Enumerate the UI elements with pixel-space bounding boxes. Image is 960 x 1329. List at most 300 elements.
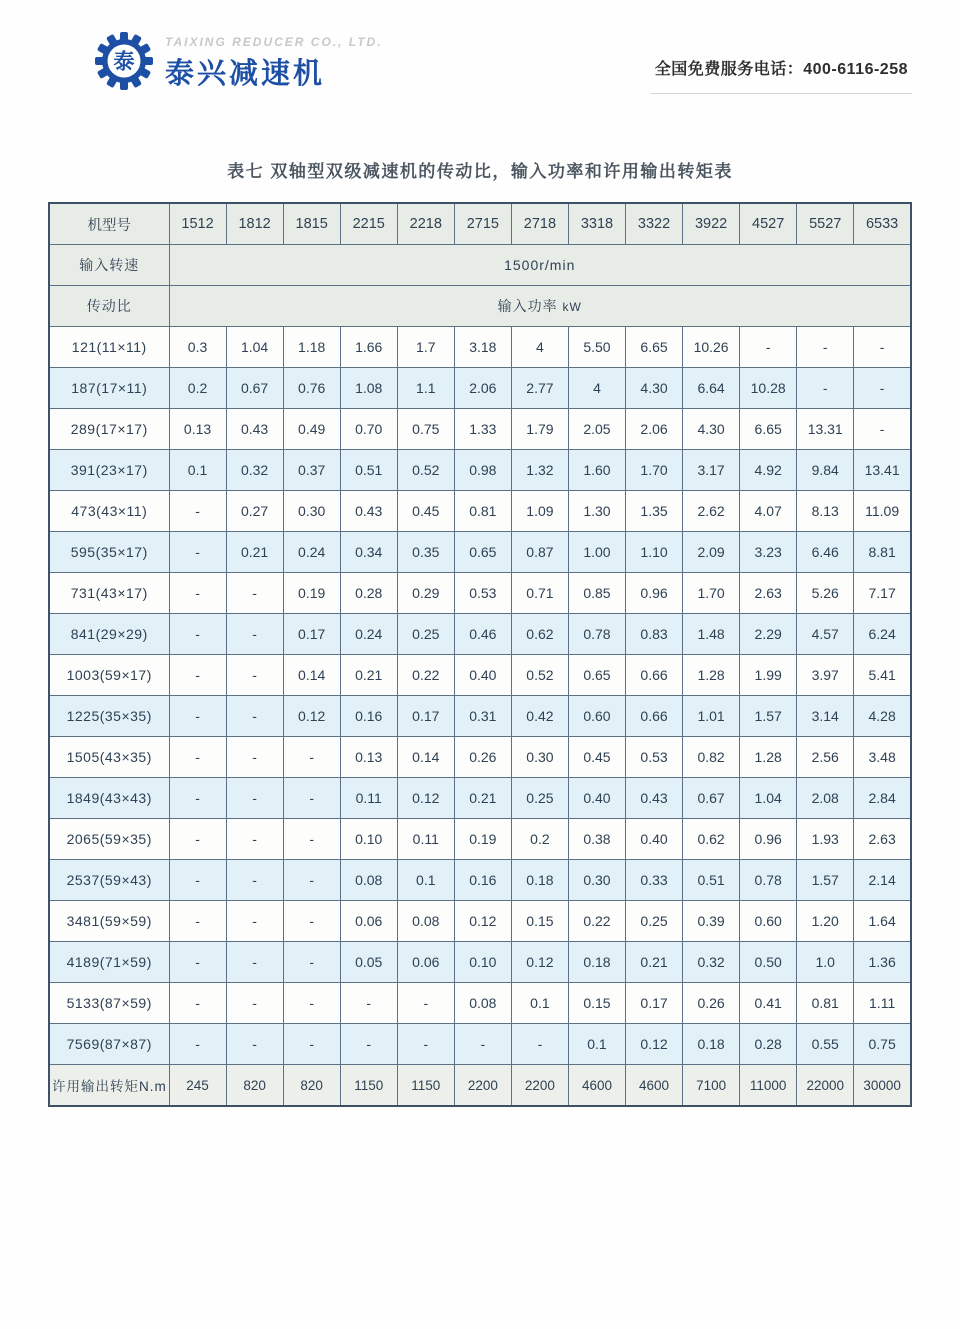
model-column-header: 3322: [626, 203, 683, 245]
power-value-cell: -: [283, 1024, 340, 1065]
power-value-cell: -: [283, 942, 340, 983]
power-value-cell: 0.32: [226, 450, 283, 491]
power-value-cell: 1.32: [511, 450, 568, 491]
power-value-cell: -: [511, 1024, 568, 1065]
power-value-cell: 0.83: [626, 614, 683, 655]
power-value-cell: 0.53: [454, 573, 511, 614]
power-value-cell: -: [169, 819, 226, 860]
svg-text:泰: 泰: [113, 50, 135, 74]
power-value-cell: -: [169, 942, 226, 983]
power-value-cell: 0.75: [397, 409, 454, 450]
input-speed-value: 1500r/min: [169, 245, 911, 286]
power-value-cell: 0.11: [397, 819, 454, 860]
power-value-cell: 0.41: [740, 983, 797, 1024]
power-value-cell: 0.45: [568, 737, 625, 778]
power-value-cell: 4.92: [740, 450, 797, 491]
power-value-cell: 1.60: [568, 450, 625, 491]
power-value-cell: 0.19: [454, 819, 511, 860]
power-value-cell: 1.70: [626, 450, 683, 491]
power-value-cell: 0.18: [683, 1024, 740, 1065]
power-value-cell: -: [226, 860, 283, 901]
power-value-cell: 1.66: [340, 327, 397, 368]
table-row: [49, 327, 911, 368]
table-row: [49, 737, 911, 778]
power-value-cell: -: [169, 532, 226, 573]
power-value-cell: 6.65: [740, 409, 797, 450]
model-column-header: 1512: [169, 203, 226, 245]
power-value-cell: 0.52: [397, 450, 454, 491]
model-column-header: 2215: [340, 203, 397, 245]
power-value-cell: 0.08: [340, 860, 397, 901]
power-value-cell: 0.66: [626, 696, 683, 737]
model-column-header: 3922: [683, 203, 740, 245]
brand-text: [165, 35, 383, 92]
torque-value-cell: 820: [283, 1065, 340, 1107]
power-value-cell: 0.28: [340, 573, 397, 614]
power-value-cell: 3.17: [683, 450, 740, 491]
power-value-cell: 1.57: [740, 696, 797, 737]
reducer-spec-table: [48, 202, 912, 1107]
power-value-cell: 2.63: [740, 573, 797, 614]
power-value-cell: 0.16: [340, 696, 397, 737]
torque-value-cell: 2200: [454, 1065, 511, 1107]
ratio-label: 1225(35×35): [49, 696, 169, 737]
model-column-header: 5527: [797, 203, 854, 245]
power-value-cell: 0.22: [397, 655, 454, 696]
power-value-cell: 4: [568, 368, 625, 409]
power-value-cell: 0.34: [340, 532, 397, 573]
power-value-cell: 0.12: [626, 1024, 683, 1065]
ratio-label: 3481(59×59): [49, 901, 169, 942]
power-value-cell: 1.70: [683, 573, 740, 614]
power-value-cell: 0.78: [740, 860, 797, 901]
power-value-cell: 0.71: [511, 573, 568, 614]
torque-value-cell: 1150: [340, 1065, 397, 1107]
power-value-cell: 0.15: [568, 983, 625, 1024]
power-value-cell: 1.18: [283, 327, 340, 368]
power-value-cell: 1.00: [568, 532, 625, 573]
power-value-cell: 1.01: [683, 696, 740, 737]
power-value-cell: 0.12: [397, 778, 454, 819]
power-value-cell: 0.66: [626, 655, 683, 696]
page-header: [0, 0, 960, 95]
table-row: [49, 532, 911, 573]
power-value-cell: 0.46: [454, 614, 511, 655]
power-value-cell: 0.30: [283, 491, 340, 532]
power-value-cell: -: [283, 737, 340, 778]
power-value-cell: 0.40: [626, 819, 683, 860]
power-value-cell: 1.04: [226, 327, 283, 368]
table-row: [49, 901, 911, 942]
ratio-label: 2065(59×35): [49, 819, 169, 860]
power-value-cell: 0.26: [454, 737, 511, 778]
power-value-cell: 0.08: [397, 901, 454, 942]
table-row: [49, 778, 911, 819]
power-value-cell: 0.3: [169, 327, 226, 368]
ratio-label: 4189(71×59): [49, 942, 169, 983]
power-value-cell: 0.13: [340, 737, 397, 778]
power-value-cell: 0.81: [797, 983, 854, 1024]
power-value-cell: 0.1: [568, 1024, 625, 1065]
power-value-cell: 0.70: [340, 409, 397, 450]
power-value-cell: -: [397, 1024, 454, 1065]
power-value-cell: -: [283, 860, 340, 901]
power-value-cell: -: [283, 819, 340, 860]
power-value-cell: 0.76: [283, 368, 340, 409]
power-value-cell: 1.64: [854, 901, 911, 942]
power-value-cell: -: [169, 778, 226, 819]
power-value-cell: 3.97: [797, 655, 854, 696]
power-value-cell: 0.96: [740, 819, 797, 860]
power-value-cell: 1.0: [797, 942, 854, 983]
power-value-cell: 0.29: [397, 573, 454, 614]
power-value-cell: 0.18: [568, 942, 625, 983]
brand-block: [95, 32, 383, 95]
power-value-cell: 0.13: [169, 409, 226, 450]
power-value-cell: 0.87: [511, 532, 568, 573]
power-value-cell: 3.18: [454, 327, 511, 368]
power-value-cell: -: [169, 901, 226, 942]
ratio-header-label: 传动比: [49, 286, 169, 327]
power-value-cell: -: [397, 983, 454, 1024]
power-value-cell: 1.30: [568, 491, 625, 532]
power-value-cell: -: [226, 1024, 283, 1065]
table-row: [49, 450, 911, 491]
power-value-cell: 8.81: [854, 532, 911, 573]
power-value-cell: 8.13: [797, 491, 854, 532]
power-value-cell: 0.37: [283, 450, 340, 491]
power-value-cell: 1.10: [626, 532, 683, 573]
table-row: [49, 368, 911, 409]
power-value-cell: -: [340, 983, 397, 1024]
power-value-cell: 1.48: [683, 614, 740, 655]
power-value-cell: 0.25: [397, 614, 454, 655]
ratio-label: 595(35×17): [49, 532, 169, 573]
input-power-unit: kW: [562, 300, 582, 314]
ratio-label: 473(43×11): [49, 491, 169, 532]
power-value-cell: 0.35: [397, 532, 454, 573]
power-value-cell: -: [454, 1024, 511, 1065]
power-value-cell: 0.55: [797, 1024, 854, 1065]
power-value-cell: 0.60: [568, 696, 625, 737]
power-value-cell: 0.18: [511, 860, 568, 901]
torque-value-cell: 4600: [626, 1065, 683, 1107]
power-value-cell: 6.64: [683, 368, 740, 409]
power-value-cell: 5.26: [797, 573, 854, 614]
power-value-cell: 0.12: [283, 696, 340, 737]
power-value-cell: 0.25: [626, 901, 683, 942]
torque-row: [49, 1065, 911, 1107]
power-value-cell: 2.06: [454, 368, 511, 409]
power-value-cell: 0.24: [283, 532, 340, 573]
power-value-cell: -: [283, 901, 340, 942]
service-hotline: 全国免费服务电话：400-6116-258: [651, 56, 912, 94]
table-row: [49, 983, 911, 1024]
power-value-cell: -: [740, 327, 797, 368]
power-value-cell: 0.33: [626, 860, 683, 901]
model-column-header: 2715: [454, 203, 511, 245]
power-value-cell: 0.30: [568, 860, 625, 901]
power-value-cell: 1.11: [854, 983, 911, 1024]
power-value-cell: -: [854, 327, 911, 368]
power-value-cell: 0.62: [511, 614, 568, 655]
power-value-cell: 0.32: [683, 942, 740, 983]
power-value-cell: 2.62: [683, 491, 740, 532]
table-row: [49, 491, 911, 532]
torque-value-cell: 4600: [568, 1065, 625, 1107]
table-row: [49, 573, 911, 614]
power-value-cell: 0.26: [683, 983, 740, 1024]
ratio-label: 1505(43×35): [49, 737, 169, 778]
power-value-cell: -: [283, 983, 340, 1024]
power-value-cell: 1.57: [797, 860, 854, 901]
power-value-cell: -: [226, 901, 283, 942]
power-value-cell: 13.31: [797, 409, 854, 450]
power-value-cell: 2.14: [854, 860, 911, 901]
power-value-cell: 0.25: [511, 778, 568, 819]
torque-value-cell: 2200: [511, 1065, 568, 1107]
power-value-cell: 0.12: [511, 942, 568, 983]
power-value-cell: 0.15: [511, 901, 568, 942]
power-value-cell: -: [226, 983, 283, 1024]
power-value-cell: 0.78: [568, 614, 625, 655]
power-value-cell: 0.62: [683, 819, 740, 860]
power-value-cell: 11.09: [854, 491, 911, 532]
table-row: [49, 655, 911, 696]
power-value-cell: -: [226, 778, 283, 819]
power-value-cell: 0.43: [226, 409, 283, 450]
power-value-cell: 0.08: [454, 983, 511, 1024]
model-column-header: 2718: [511, 203, 568, 245]
ratio-power-header-row: [49, 286, 911, 327]
power-value-cell: 0.39: [683, 901, 740, 942]
power-value-cell: -: [854, 368, 911, 409]
power-value-cell: 1.7: [397, 327, 454, 368]
power-value-cell: 1.36: [854, 942, 911, 983]
power-value-cell: 0.06: [340, 901, 397, 942]
gear-logo-icon: [95, 32, 153, 95]
power-value-cell: 0.06: [397, 942, 454, 983]
torque-value-cell: 7100: [683, 1065, 740, 1107]
input-power-header: [169, 286, 911, 327]
table-row: [49, 819, 911, 860]
table-title: 表七 双轴型双级减速机的传动比，输入功率和许用输出转矩表: [227, 162, 733, 181]
power-value-cell: 5.50: [568, 327, 625, 368]
table-row: [49, 1024, 911, 1065]
model-header-row: [49, 203, 911, 245]
input-speed-label: 输入转速: [49, 245, 169, 286]
power-value-cell: -: [226, 696, 283, 737]
power-value-cell: 0.05: [340, 942, 397, 983]
input-speed-row: [49, 245, 911, 286]
table-row: [49, 696, 911, 737]
table-row: [49, 942, 911, 983]
model-column-header: 1815: [283, 203, 340, 245]
power-value-cell: 0.75: [854, 1024, 911, 1065]
power-value-cell: 0.42: [511, 696, 568, 737]
torque-value-cell: 1150: [397, 1065, 454, 1107]
ratio-label: 1849(43×43): [49, 778, 169, 819]
power-value-cell: 0.19: [283, 573, 340, 614]
power-value-cell: -: [169, 491, 226, 532]
power-value-cell: 0.52: [511, 655, 568, 696]
torque-value-cell: 22000: [797, 1065, 854, 1107]
power-value-cell: 0.1: [169, 450, 226, 491]
power-value-cell: -: [283, 778, 340, 819]
model-column-header: 3318: [568, 203, 625, 245]
power-value-cell: 0.1: [511, 983, 568, 1024]
input-power-label: 输入功率: [497, 298, 558, 314]
power-value-cell: 2.05: [568, 409, 625, 450]
power-value-cell: 0.14: [283, 655, 340, 696]
ratio-label: 731(43×17): [49, 573, 169, 614]
power-value-cell: 0.53: [626, 737, 683, 778]
power-value-cell: 0.17: [283, 614, 340, 655]
power-value-cell: 2.29: [740, 614, 797, 655]
power-value-cell: 0.49: [283, 409, 340, 450]
table-row: [49, 860, 911, 901]
power-value-cell: -: [797, 368, 854, 409]
power-value-cell: -: [854, 409, 911, 450]
model-column-header: 1812: [226, 203, 283, 245]
power-value-cell: 6.24: [854, 614, 911, 655]
power-value-cell: 1.09: [511, 491, 568, 532]
power-value-cell: 0.11: [340, 778, 397, 819]
power-value-cell: 0.51: [340, 450, 397, 491]
power-value-cell: 9.84: [797, 450, 854, 491]
power-value-cell: 1.79: [511, 409, 568, 450]
torque-value-cell: 11000: [740, 1065, 797, 1107]
power-value-cell: 0.60: [740, 901, 797, 942]
power-value-cell: 0.27: [226, 491, 283, 532]
torque-label: 许用输出转矩N.m: [49, 1065, 169, 1107]
power-value-cell: 4.57: [797, 614, 854, 655]
power-value-cell: 0.10: [340, 819, 397, 860]
power-value-cell: 0.40: [568, 778, 625, 819]
power-value-cell: -: [169, 860, 226, 901]
power-value-cell: 0.30: [511, 737, 568, 778]
model-header-label: 机型号: [49, 203, 169, 245]
power-value-cell: 2.09: [683, 532, 740, 573]
power-value-cell: 0.21: [626, 942, 683, 983]
power-value-cell: 1.28: [683, 655, 740, 696]
power-value-cell: -: [169, 696, 226, 737]
power-value-cell: 4.30: [683, 409, 740, 450]
power-value-cell: 3.23: [740, 532, 797, 573]
power-value-cell: -: [169, 573, 226, 614]
power-value-cell: 0.17: [397, 696, 454, 737]
power-value-cell: 10.28: [740, 368, 797, 409]
ratio-label: 1003(59×17): [49, 655, 169, 696]
ratio-label: 841(29×29): [49, 614, 169, 655]
power-value-cell: 1.20: [797, 901, 854, 942]
power-value-cell: 0.2: [169, 368, 226, 409]
power-value-cell: 0.38: [568, 819, 625, 860]
power-value-cell: 1.33: [454, 409, 511, 450]
power-value-cell: 1.35: [626, 491, 683, 532]
power-value-cell: 0.21: [454, 778, 511, 819]
power-value-cell: 1.99: [740, 655, 797, 696]
ratio-label: 391(23×17): [49, 450, 169, 491]
company-name-chinese: 泰兴减速机: [165, 58, 326, 90]
ratio-label: 121(11×11): [49, 327, 169, 368]
power-value-cell: -: [169, 983, 226, 1024]
power-value-cell: -: [226, 655, 283, 696]
power-value-cell: -: [169, 737, 226, 778]
power-value-cell: 2.63: [854, 819, 911, 860]
power-value-cell: 2.77: [511, 368, 568, 409]
model-column-header: 4527: [740, 203, 797, 245]
power-value-cell: 0.51: [683, 860, 740, 901]
ratio-label: 5133(87×59): [49, 983, 169, 1024]
power-value-cell: -: [226, 573, 283, 614]
power-value-cell: 6.65: [626, 327, 683, 368]
power-value-cell: 1.28: [740, 737, 797, 778]
power-value-cell: 1.04: [740, 778, 797, 819]
power-value-cell: 5.41: [854, 655, 911, 696]
power-value-cell: 0.65: [568, 655, 625, 696]
power-value-cell: 0.85: [568, 573, 625, 614]
ratio-label: 7569(87×87): [49, 1024, 169, 1065]
power-value-cell: 0.24: [340, 614, 397, 655]
power-value-cell: 1.1: [397, 368, 454, 409]
power-value-cell: -: [169, 614, 226, 655]
ratio-label: 289(17×17): [49, 409, 169, 450]
table-row: [49, 614, 911, 655]
power-value-cell: -: [226, 819, 283, 860]
torque-value-cell: 245: [169, 1065, 226, 1107]
power-value-cell: 7.17: [854, 573, 911, 614]
power-value-cell: 0.1: [397, 860, 454, 901]
power-value-cell: 0.81: [454, 491, 511, 532]
power-value-cell: 1.08: [340, 368, 397, 409]
power-value-cell: 3.48: [854, 737, 911, 778]
power-value-cell: 0.12: [454, 901, 511, 942]
power-value-cell: 0.21: [340, 655, 397, 696]
company-name-english: TAIXING REDUCER CO., LTD.: [165, 35, 383, 49]
power-value-cell: -: [797, 327, 854, 368]
power-value-cell: -: [226, 614, 283, 655]
torque-value-cell: 30000: [854, 1065, 911, 1107]
power-value-cell: 3.14: [797, 696, 854, 737]
power-value-cell: 4.30: [626, 368, 683, 409]
power-value-cell: 0.82: [683, 737, 740, 778]
ratio-label: 187(17×11): [49, 368, 169, 409]
power-value-cell: 0.65: [454, 532, 511, 573]
power-value-cell: 10.26: [683, 327, 740, 368]
table-row: [49, 409, 911, 450]
power-value-cell: 2.08: [797, 778, 854, 819]
power-value-cell: 0.28: [740, 1024, 797, 1065]
power-value-cell: 2.84: [854, 778, 911, 819]
power-value-cell: 0.21: [226, 532, 283, 573]
power-value-cell: 0.98: [454, 450, 511, 491]
power-value-cell: -: [169, 655, 226, 696]
power-value-cell: -: [226, 942, 283, 983]
power-value-cell: 2.56: [797, 737, 854, 778]
power-value-cell: 0.2: [511, 819, 568, 860]
torque-value-cell: 820: [226, 1065, 283, 1107]
power-value-cell: 1.93: [797, 819, 854, 860]
power-value-cell: -: [169, 1024, 226, 1065]
power-value-cell: 0.96: [626, 573, 683, 614]
power-value-cell: 0.43: [340, 491, 397, 532]
power-value-cell: 0.10: [454, 942, 511, 983]
power-value-cell: 0.31: [454, 696, 511, 737]
power-value-cell: 13.41: [854, 450, 911, 491]
power-value-cell: -: [226, 737, 283, 778]
power-value-cell: 4: [511, 327, 568, 368]
